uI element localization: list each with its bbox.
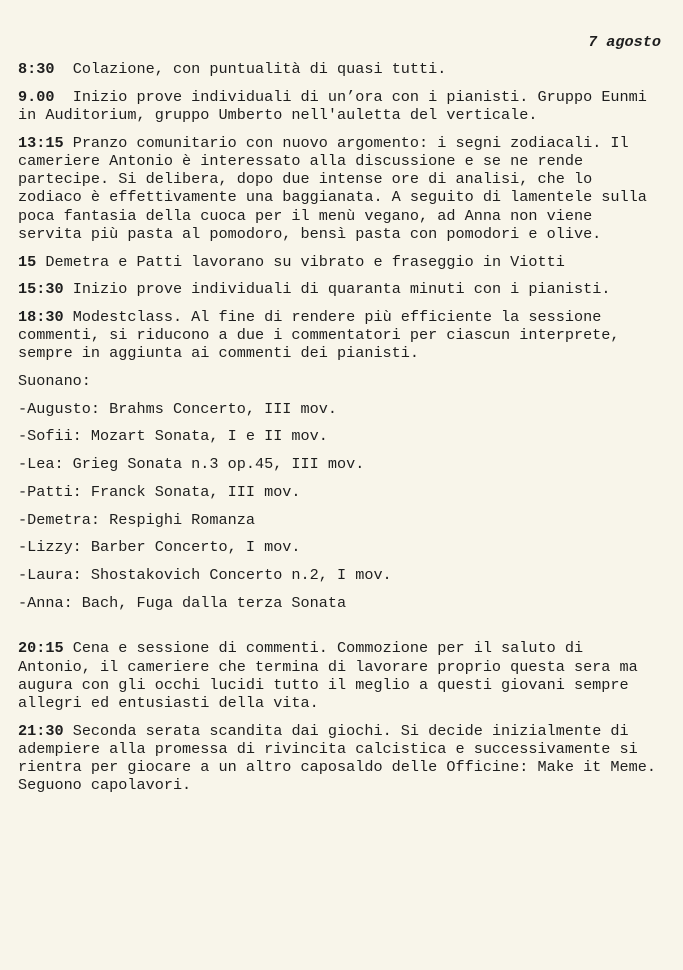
diary-entry (18, 280, 663, 298)
diary-entry (18, 639, 663, 712)
entry-text: Colazione, con puntualità di quasi tutti. (72, 60, 447, 79)
entry-text: Cena e sessione di commenti. Commozione per il saluto di Antonio, il cameriere che termina di lavorare proprio questa sera ma augura con gli occhi lucidi tutto il meglio a questi giovani sempre allegri ed entusiasti della vita. (18, 639, 647, 712)
performer-item: -Augusto: Brahms Concerto, III mov. (18, 399, 337, 418)
entry-text: Demetra e Patti lavorano su vibrato e fraseggio in Viotti (45, 252, 565, 271)
entry-time: 18:30 (18, 307, 64, 326)
entry-time: 15 (18, 252, 37, 271)
morning-afternoon-entries (18, 60, 663, 362)
performer-item: -Sofii: Mozart Sonata, I e II mov. (18, 427, 328, 446)
evening-entries (18, 639, 666, 795)
diary-entry (18, 308, 663, 363)
performer-item: -Lizzy: Barber Concerto, I mov. (18, 538, 301, 557)
entry-text: Inizio prove individuali di quaranta minuti con i pianisti. (72, 280, 611, 299)
entry-text: Pranzo comunitario con nuovo argomento: i segni zodiacali. Il cameriere Antonio è interessato alla discussione e se ne rende partecipe. Si delibera, dopo due intense ore di analisi, che lo zodiaco è effettivamente una baggianata. A seguito di lamentele sulla poca fantasia della cuoca per il menù vegano, ad Anna non viene servita più pasta al pomodoro, bensì pasta con pomodori e olive. (18, 133, 656, 243)
diary-entry (18, 88, 663, 124)
entry-time: 8:30 (18, 60, 55, 79)
diary-entry (18, 60, 663, 78)
entry-time: 13:15 (18, 133, 64, 152)
performer-item: -Lea: Grieg Sonata n.3 op.45, III mov. (18, 455, 365, 474)
section-spacer (18, 621, 663, 639)
entry-time: 20:15 (18, 639, 64, 658)
entry-text: Inizio prove individuali di un’ora con i pianisti. Gruppo Eunmi in Auditorium, gruppo Umberto nell'auletta del verticale. (18, 87, 657, 125)
diary-entry (18, 721, 666, 795)
performers-list (18, 400, 663, 612)
entry-text: Seconda serata scandita dai giochi. Si decide inizialmente di adempiere alla promessa di rivincita calcistica e successivamente si rientra per giocare a un altro caposaldo delle Officine: Make it Meme. Seguono capolavori. (18, 721, 666, 795)
entry-time: 21:30 (18, 721, 64, 740)
page-date: 7 agosto (588, 33, 661, 51)
diary-entry (18, 253, 663, 271)
performer-item: -Anna: Bach, Fuga dalla terza Sonata (18, 593, 347, 612)
performer-item: -Patti: Franck Sonata, III mov. (18, 482, 301, 501)
entry-text: Modestclass. Al fine di rendere più efficiente la sessione commenti, si riducono a due i commentatori per ciascun interprete, sempre in aggiunta ai commenti dei pianisti. (18, 307, 629, 363)
performers-heading: Suonano: (18, 372, 91, 391)
entry-time: 9.00 (18, 87, 55, 106)
diary-entry (18, 134, 663, 243)
performer-item: -Laura: Shostakovich Concerto n.2, I mov. (18, 565, 392, 584)
entry-time: 15:30 (18, 280, 64, 299)
performer-item: -Demetra: Respighi Romanza (18, 510, 255, 529)
